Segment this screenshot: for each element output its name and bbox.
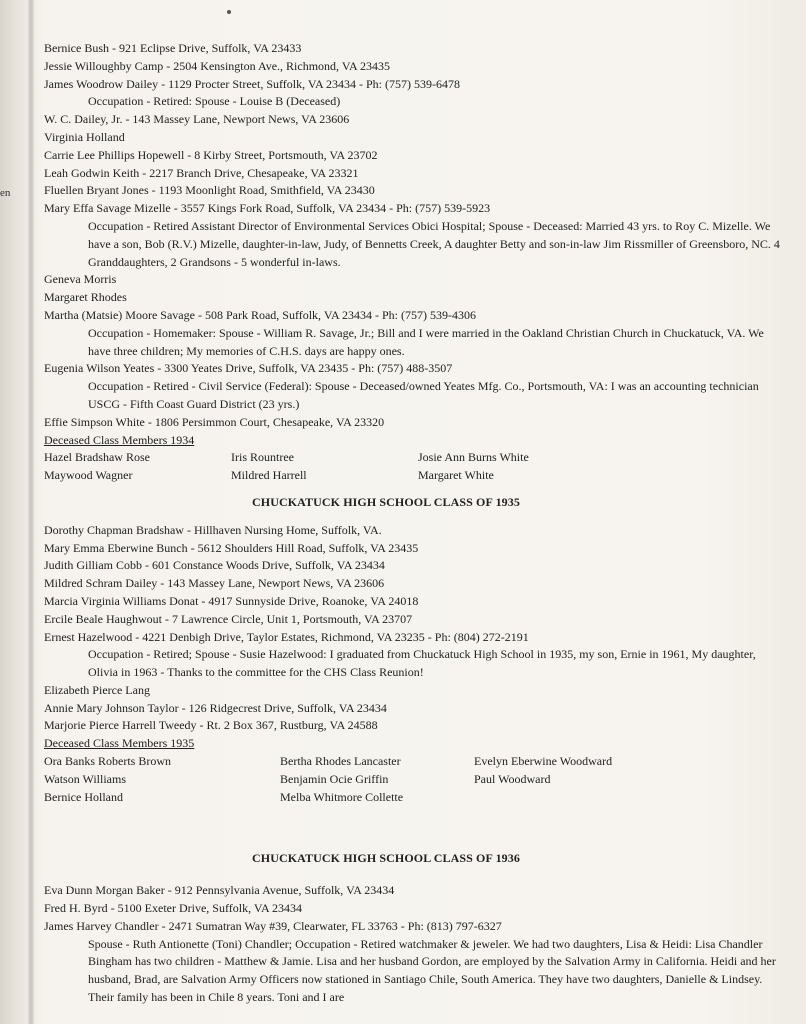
alumni-entry: Mary Effa Savage Mizelle - 3557 Kings Fork Road, Suffolk, VA 23434 - Ph: (757) 539-5923: [44, 201, 491, 216]
class-1936-heading: CHUCKATUCK HIGH SCHOOL CLASS OF 1936: [252, 851, 520, 866]
alumni-directory-text: [44, 40, 784, 1007]
alumni-entry: Ercile Beale Haughwout - 7 Lawrence Circle, Unit 1, Portsmouth, VA 23707: [44, 611, 413, 626]
previous-page-text-fragment: en: [0, 187, 11, 199]
deceased-member-name: Watson Williams: [44, 771, 126, 786]
deceased-member-name: Benjamin Ocie Griffin: [280, 771, 389, 786]
class-1935-heading: CHUCKATUCK HIGH SCHOOL CLASS OF 1935: [252, 494, 520, 509]
alumni-entry: Judith Gilliam Cobb - 601 Constance Woods Drive, Suffolk, VA 23434: [44, 558, 385, 573]
alumni-entry: Ernest Hazelwood - 4221 Denbigh Drive, Taylor Estates, Richmond, VA 23235 - Ph: (804) 272-2191: [44, 629, 529, 644]
alumni-entry: Marcia Virginia Williams Donat - 4917 Sunnyside Drive, Roanoke, VA 24018: [44, 593, 419, 608]
alumni-entry: Virginia Holland: [44, 129, 125, 144]
deceased-1935-title: Deceased Class Members 1935: [44, 736, 195, 751]
deceased-member-name: Evelyn Eberwine Woodward: [474, 754, 613, 769]
alumni-entry: Mary Emma Eberwine Bunch - 5612 Shoulders Hill Road, Suffolk, VA 23435: [44, 540, 419, 555]
alumni-entry: Jessie Willoughby Camp - 2504 Kensington Ave., Richmond, VA 23435: [44, 58, 390, 73]
alumni-entry: Eva Dunn Morgan Baker - 912 Pennsylvania Avenue, Suffolk, VA 23434: [44, 883, 395, 898]
alumni-entry: Leah Godwin Keith - 2217 Branch Drive, Chesapeake, VA 23321: [44, 165, 359, 180]
alumni-entry: James Woodrow Dailey - 1129 Procter Street, Suffolk, VA 23434 - Ph: (757) 539-6478: [44, 76, 460, 91]
class-1936-section: [44, 882, 784, 1007]
alumni-entry: Dorothy Chapman Bradshaw - Hillhaven Nursing Home, Suffolk, VA.: [44, 522, 382, 537]
section-spacer: [44, 806, 784, 824]
alumni-entry: Geneva Morris: [44, 272, 117, 287]
alumni-entry: Elizabeth Pierce Lang: [44, 682, 150, 697]
alumni-entry: Marjorie Pierce Harrell Tweedy - Rt. 2 Box 367, Rustburg, VA 24588: [44, 718, 378, 733]
alumni-entry: Annie Mary Johnson Taylor - 126 Ridgecrest Drive, Suffolk, VA 23434: [44, 700, 387, 715]
ink-dot: [227, 10, 231, 14]
deceased-member-name: Iris Rountree: [231, 450, 294, 465]
entry-detail: Occupation - Retired; Spouse - Susie Hazelwood: I graduated from Chuckatuck High School in 1935, my son, Ernie in 1961, My daughter, Olivia in 1963 - Thanks to the committee for the CHS Class Reunion!: [88, 647, 756, 680]
alumni-entry: Bernice Bush - 921 Eclipse Drive, Suffolk, VA 23433: [44, 41, 302, 55]
deceased-1934-list: [44, 449, 784, 485]
alumni-entry: W. C. Dailey, Jr. - 143 Massey Lane, Newport News, VA 23606: [44, 112, 350, 127]
deceased-member-name: Paul Woodward: [474, 771, 551, 786]
alumni-entry: Margaret Rhodes: [44, 290, 127, 305]
deceased-member-name: Melba Whitmore Collette: [280, 789, 404, 804]
deceased-member-name: Bernice Holland: [44, 789, 123, 804]
deceased-member-name: Bertha Rhodes Lancaster: [280, 754, 401, 769]
deceased-member-name: Josie Ann Burns White: [418, 450, 529, 465]
entry-detail: Occupation - Retired Assistant Director of Environmental Services Obici Hospital; Spouse - Deceased: Married 43 yrs. to Roy C. Mizelle. We have a son, Bob (R.V.) Mizelle, daughter-in-law, Judy, of Bennetts Creek, A daughter Betty and son-in-law Jim Rissmiller of Greensboro, NC. 4 Granddaughters, 2 Grandsons - 5 wonderful in-laws.: [88, 218, 780, 269]
alumni-entry: Effie Simpson White - 1806 Persimmon Court, Chesapeake, VA 23320: [44, 414, 385, 429]
deceased-member-name: Margaret White: [418, 468, 494, 483]
deceased-member-name: [474, 789, 784, 807]
deceased-member-name: Hazel Bradshaw Rose: [44, 450, 150, 465]
alumni-entry: Mildred Schram Dailey - 143 Massey Lane, Newport News, VA 23606: [44, 576, 385, 591]
class-1934-continued-section: [44, 40, 784, 432]
class-1935-section: [44, 522, 784, 736]
alumni-entry: Eugenia Wilson Yeates - 3300 Yeates Drive, Suffolk, VA 23435 - Ph: (757) 488-3507: [44, 361, 453, 376]
alumni-entry: Martha (Matsie) Moore Savage - 508 Park Road, Suffolk, VA 23434 - Ph: (757) 539-4306: [44, 307, 476, 322]
entry-detail: Occupation - Homemaker: Spouse - William R. Savage, Jr.; Bill and I were married in the Oakland Christian Church in Chuckatuck, VA. We have three children; My memories of C.H.S. days are happy ones.: [88, 325, 764, 358]
deceased-1934-title: Deceased Class Members 1934: [44, 432, 195, 447]
deceased-member-name: Mildred Harrell: [231, 468, 307, 483]
entry-detail: Occupation - Retired: Spouse - Louise B (Deceased): [88, 94, 341, 109]
alumni-entry: Fred H. Byrd - 5100 Exeter Drive, Suffolk, VA 23434: [44, 901, 302, 916]
entry-detail: Occupation - Retired - Civil Service (Federal): Spouse - Deceased/owned Yeates Mfg. Co., Portsmouth, VA: I was an accounting technician USCG - Fifth Coast Guard District (23 yrs.): [88, 379, 759, 411]
deceased-member-name: Ora Banks Roberts Brown: [44, 754, 171, 769]
deceased-1935-list: [44, 753, 784, 806]
book-gutter-shadow: [28, 0, 34, 1024]
alumni-entry: Fluellen Bryant Jones - 1193 Moonlight Road, Smithfield, VA 23430: [44, 183, 375, 198]
alumni-entry: James Harvey Chandler - 2471 Sumatran Way #39, Clearwater, FL 33763 - Ph: (813) 797-6327: [44, 918, 502, 933]
alumni-entry: Carrie Lee Phillips Hopewell - 8 Kirby Street, Portsmouth, VA 23702: [44, 147, 378, 162]
deceased-member-name: Maywood Wagner: [44, 468, 133, 483]
entry-detail: Spouse - Ruth Antionette (Toni) Chandler; Occupation - Retired watchmaker & jeweler. We had two daughters, Lisa & Heidi: Lisa Chandler Bingham has two children - Matthew & Jamie. Lisa and her husband Gordon, are employed by the Salvation Army in California. Heidi and her husband, Brad, are Salvation Army Officers now stationed in Santiago Chile, South America. They have two daughters, Danielle & Lindsey. Their family has been in Chile 8 years. Toni and I are: [88, 936, 776, 1005]
